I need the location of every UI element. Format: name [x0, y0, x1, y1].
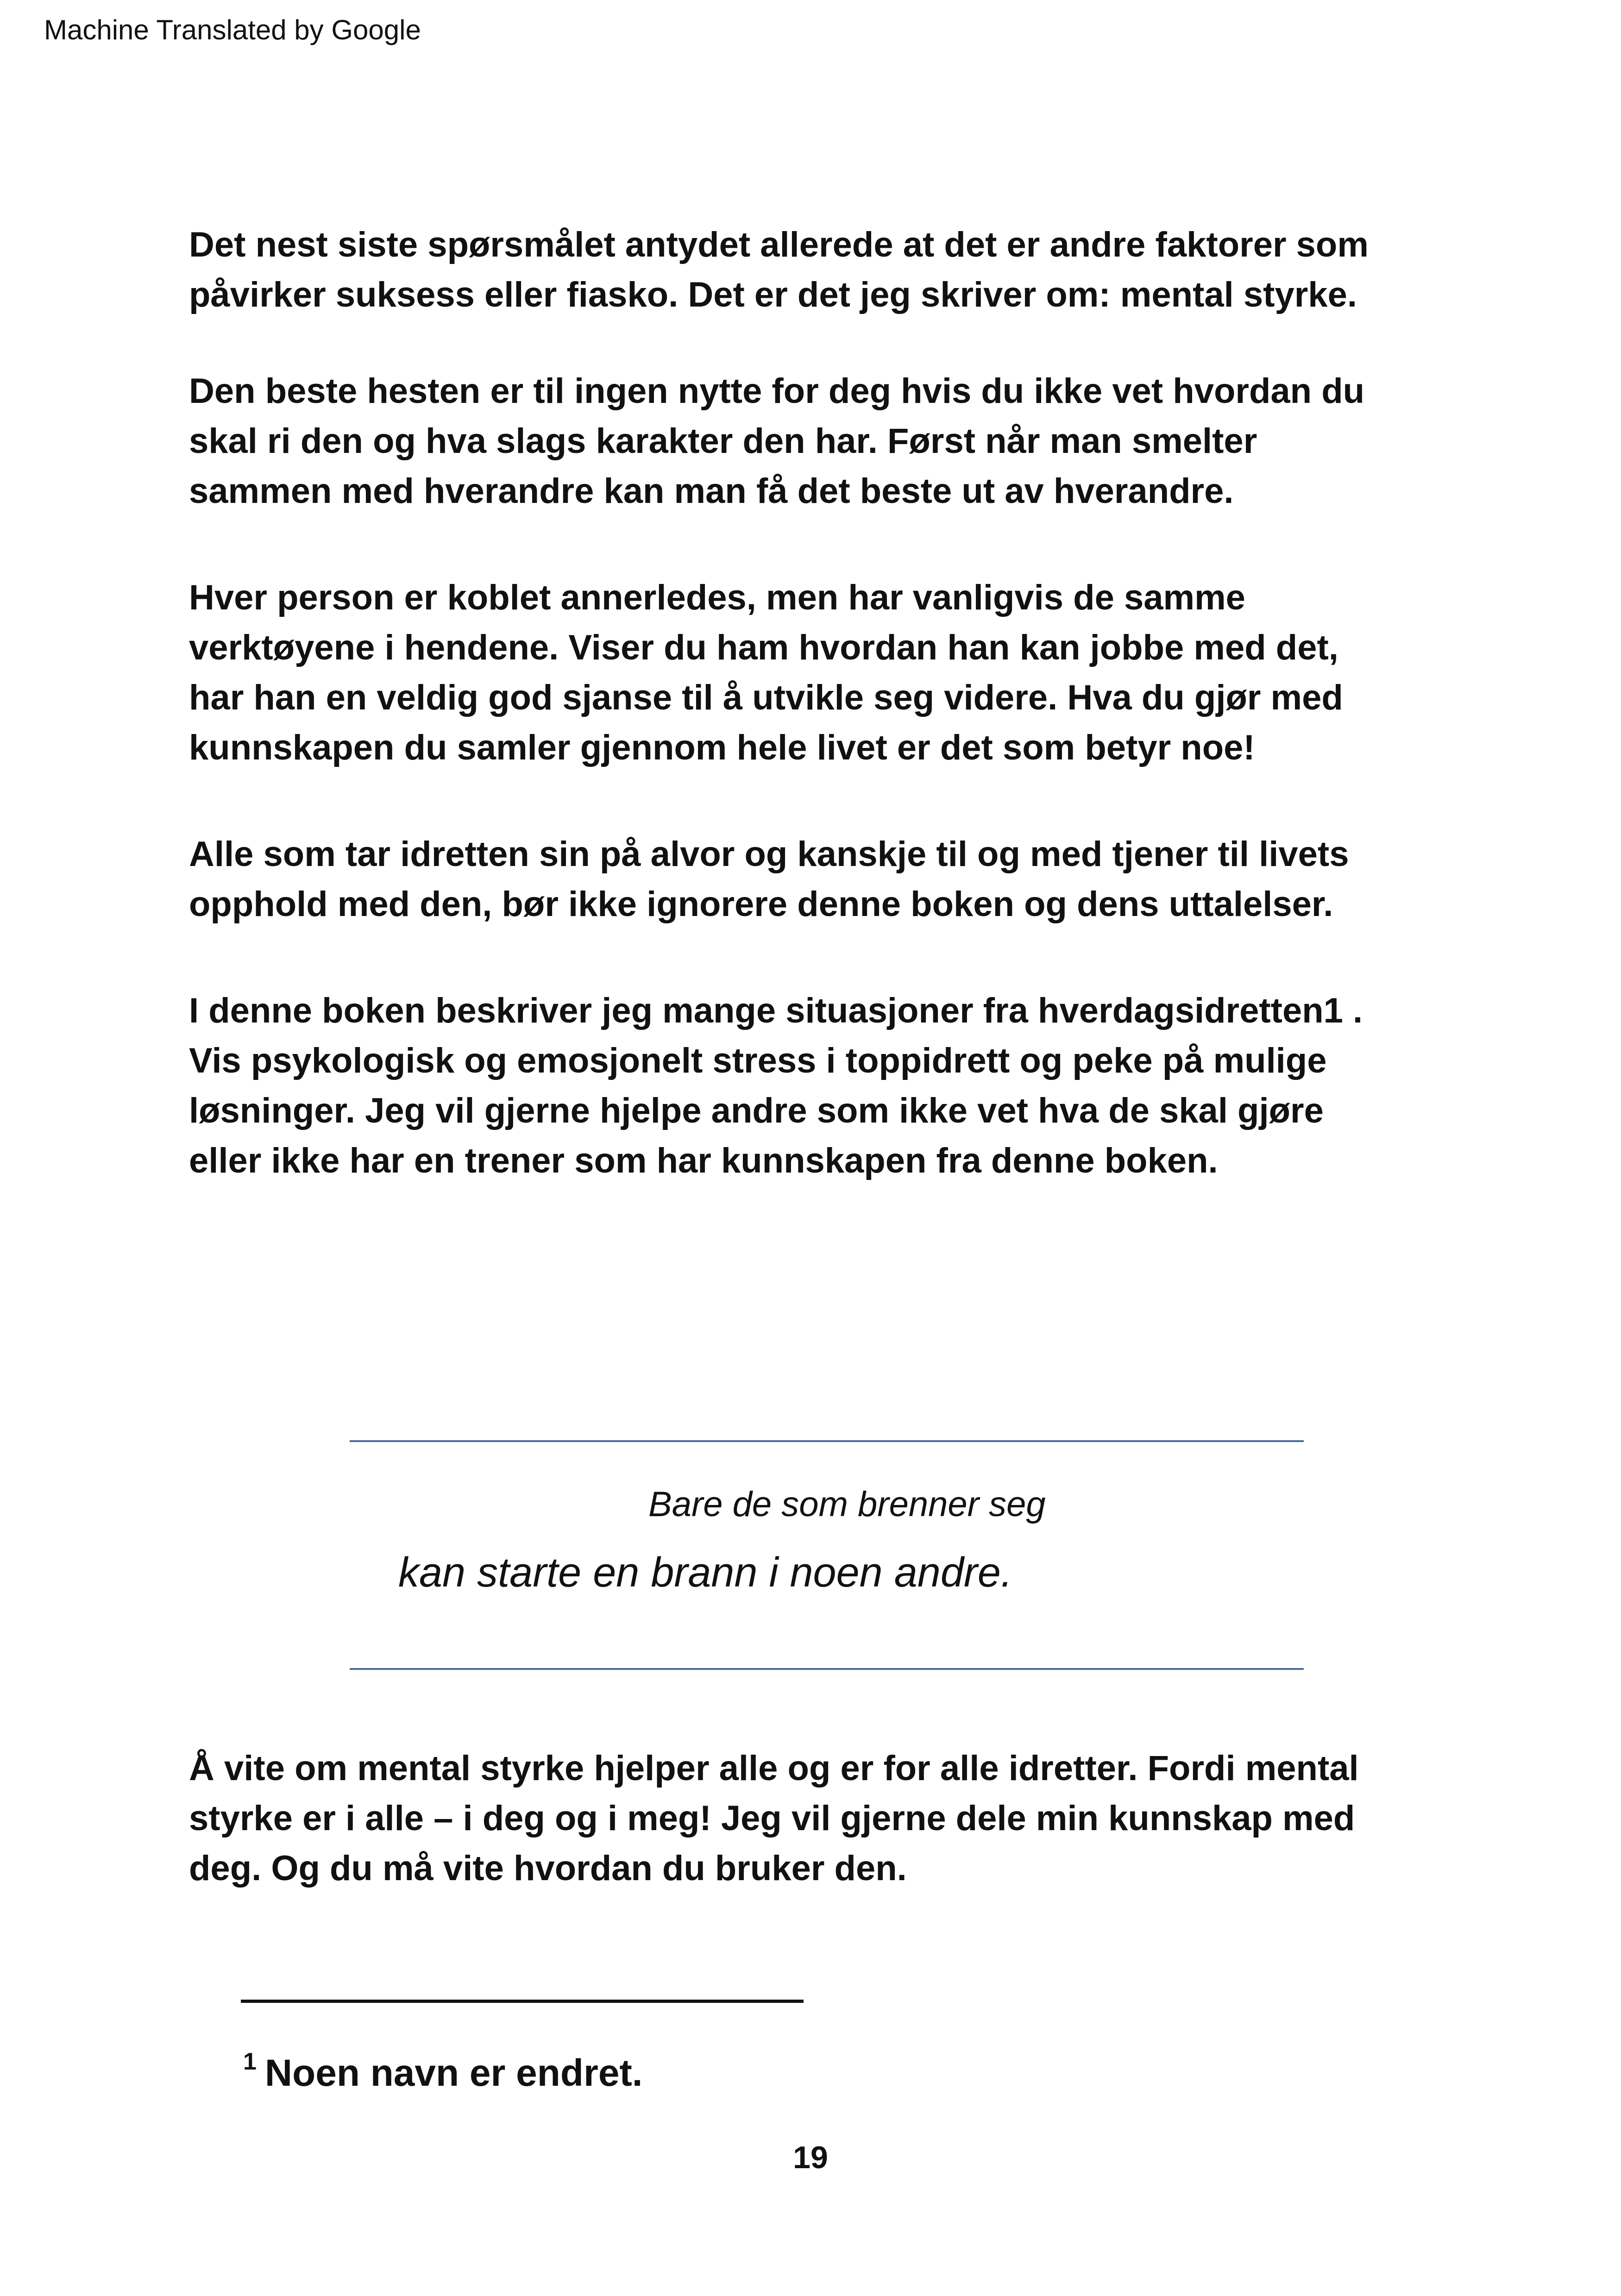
- footnote-divider: [241, 2000, 804, 2003]
- footnote-marker: 1: [243, 2048, 257, 2075]
- paragraph: Det nest siste spørsmålet antydet allerede at det er andre faktorer som påvirker suksess eller fiasko. Det er det jeg skriver om: mental styrke.: [189, 225, 1369, 314]
- paragraph: Alle som tar idretten sin på alvor og kanskje til og med tjener til livets opphold med den, bør ikke ignorere denne boken og dens uttalelser.: [189, 834, 1349, 924]
- page-number: 19: [793, 2140, 828, 2175]
- footnote-text: Noen navn er endret.: [264, 2052, 643, 2094]
- quote-line-1: Bare de som brenner seg: [648, 1485, 1046, 1524]
- closing-section: [189, 1744, 1463, 1894]
- quote-divider-top: [350, 1440, 1304, 1442]
- paragraph: I denne boken beskriver jeg mange situasjoner fra hverdagsidretten1 . Vis psykologisk og emosjonelt stress i toppidrett og peke på mulige løsninger. Jeg vil gjerne hjelpe andre som ikke vet hva de skal gjøre eller ikke har en trener som har kunnskapen fra denne boken.: [189, 991, 1363, 1180]
- closing-paragraph: Å vite om mental styrke hjelper alle og er for alle idretter. Fordi mental styrke er i alle – i deg og i meg! Jeg vil gjerne dele min kunnskap med deg. Og du må vite hvordan du bruker den.: [189, 1749, 1359, 1888]
- footnote: [243, 2048, 643, 2095]
- body-text: [189, 220, 1463, 1186]
- quote-divider-bottom: [350, 1668, 1304, 1670]
- paragraph: Den beste hesten er til ingen nytte for deg hvis du ikke vet hvordan du skal ri den og hva slags karakter den har. Først når man smelter sammen med hverandre kan man få det beste ut av hverandre.: [189, 371, 1365, 511]
- translation-header: Machine Translated by Google: [44, 14, 421, 45]
- quote-line-2: kan starte en brann i noen andre.: [398, 1549, 1012, 1596]
- paragraph: Hver person er koblet annerledes, men har vanligvis de samme verktøyene i hendene. Viser du ham hvordan han kan jobbe med det, har han en veldig god sjanse til å utvikle seg videre. Hva du gjør med kunnskapen du samler gjennom hele livet er det som betyr noe!: [189, 578, 1343, 767]
